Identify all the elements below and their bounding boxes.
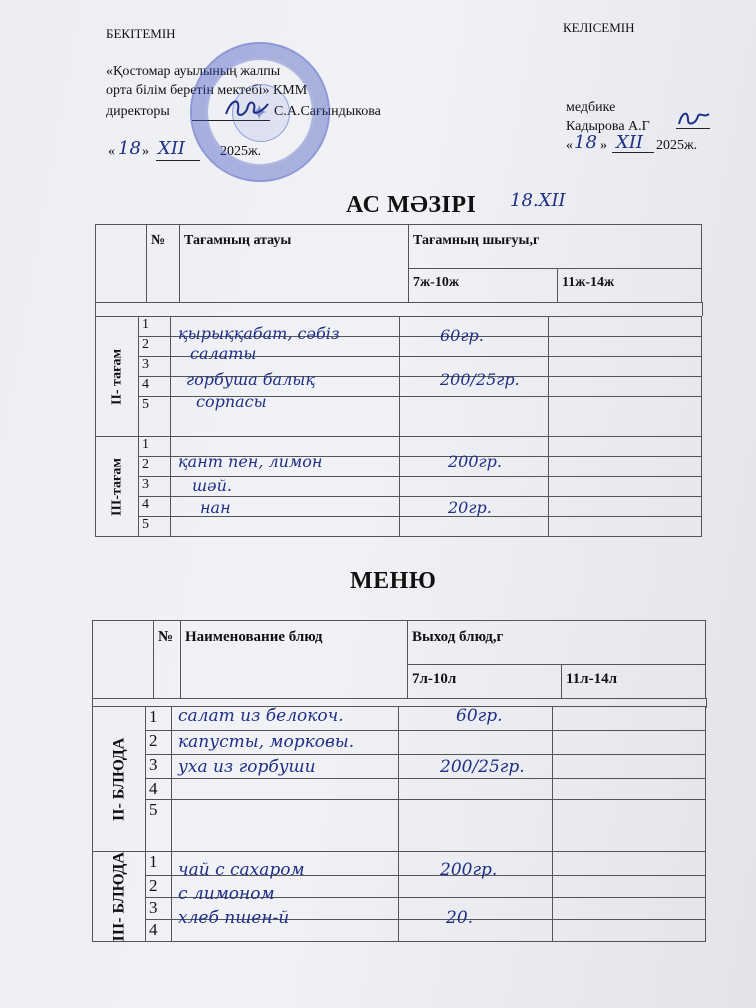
hand-ru-bread: хлеб пшен-й — [178, 908, 290, 928]
hand-ru-dish-2: уха из горбуши — [178, 757, 316, 777]
col-num-ru: № — [154, 621, 181, 699]
row-num: 4 — [139, 497, 171, 517]
section-second-course: II- тағам — [96, 317, 139, 437]
hand-kz-yield-1: 60гр. — [440, 326, 484, 345]
row-num: 2 — [139, 457, 171, 477]
hand-ru-yield-1: 60гр. — [456, 706, 503, 726]
director-signature — [222, 96, 272, 122]
menu-kz-body-table — [95, 316, 702, 537]
row-num: 5 — [146, 800, 172, 852]
col-num: № — [147, 225, 180, 303]
right-date-day: 18 — [574, 132, 597, 153]
left-date-open: « — [108, 144, 115, 159]
nurse-name: Кадырова А.Г — [566, 119, 650, 134]
hand-kz-yield-4: 20гр. — [448, 498, 492, 517]
hand-ru-yield-2: 200/25гр. — [440, 757, 525, 777]
menu-ru-title: МЕНЮ — [350, 568, 437, 594]
row-num: 4 — [139, 377, 171, 397]
school-name-line2: орта білім беретін мектебі» КММ — [106, 83, 308, 98]
left-date-underline — [156, 160, 200, 161]
left-date-close: » — [142, 144, 149, 159]
menu-kz-header-table — [95, 224, 702, 303]
director-name: С.А.Сағындыкова — [274, 104, 381, 119]
row-num: 1 — [139, 317, 171, 337]
col-age-7-10: 7ж-10ж — [409, 269, 558, 303]
official-seal: ✦ — [190, 42, 330, 182]
hand-ru-drink-1b: с лимоном — [178, 884, 275, 904]
row-num: 3 — [139, 357, 171, 377]
row-num: 5 — [139, 397, 171, 437]
col-dish-name-ru: Наименование блюд — [181, 621, 408, 699]
row-num: 4 — [146, 779, 172, 800]
nurse-role: медбике — [566, 100, 616, 115]
col-yield-ru: Выход блюд,г — [408, 621, 706, 665]
hand-ru-yield-4: 20. — [446, 908, 474, 928]
hand-kz-dish-1b: салаты — [190, 344, 257, 363]
row-num: 4 — [146, 920, 172, 942]
right-date-year: 2025ж. — [656, 138, 698, 153]
nurse-signature — [676, 108, 712, 130]
section-second-course-ru: II- БЛЮДА — [93, 707, 146, 852]
document-page: БЕКІТЕМІН КЕЛІСЕМІН «Қостомар ауылының жалпы орта білім беретін мектебі» КММ директоры С.А.Сағындыкова « 18 » XII 2025ж. ✦ медбике Кадырова А.Г « 18 » XII 2025ж. АС МӘЗІРІ 18.XII № Тағамның атауы Тағамның шығуы,г 7ж-10ж 11ж-14ж II- тағам 1 2 3 4 5 III-тағам 1 2 3 4 5 қырыққабат, сәбіз салаты горбуша балық сорпасы 60гр. 200/25гр. қант пен, лимон шәй. нан 200гр. 20гр. МЕНЮ № Наименование блюд Выход блюд,г 7л-10л 11л-14л II- БЛЮДА 1 2 3 4 5 III- БЛЮДА 1 2 3 4 салат из белокоч. капусты, морковы. уха из горбуши 60гр. 200/25гр. чай с сахаром с лимоном хлеб пшен-й 200гр. 20. — [0, 0, 756, 1008]
hand-kz-dish-1: қырыққабат, сәбіз — [178, 324, 340, 343]
left-date-year: 2025ж. — [220, 144, 262, 159]
row-num: 2 — [146, 876, 172, 898]
row-num: 3 — [146, 898, 172, 920]
col-age-7-10-ru: 7л-10л — [408, 665, 562, 699]
menu-kz-title: АС МӘЗІРІ — [346, 192, 477, 218]
row-num: 1 — [146, 852, 172, 876]
right-date-month: XII — [616, 132, 644, 153]
menu-ru-header-table — [92, 620, 706, 699]
row-num: 5 — [139, 517, 171, 537]
left-date-month: XII — [158, 138, 186, 159]
hand-kz-yield-3: 200гр. — [448, 452, 502, 471]
school-name-line1: «Қостомар ауылының жалпы — [106, 64, 281, 79]
col-age-11-14: 11ж-14ж — [558, 269, 702, 303]
col-age-11-14-ru: 11л-14л — [562, 665, 706, 699]
menu-kz-date: 18.XII — [510, 190, 566, 211]
col-yield: Тағамның шығуы,г — [409, 225, 702, 269]
row-num: 3 — [146, 755, 172, 779]
col-dish-name: Тағамның атауы — [180, 225, 409, 303]
approve-label: БЕКІТЕМІН — [106, 26, 176, 41]
row-num: 1 — [139, 437, 171, 457]
hand-kz-drink-1: қант пен, лимон — [178, 452, 323, 471]
hand-ru-dish-1: салат из белокоч. — [178, 706, 344, 726]
hand-kz-dish-2: горбуша балық — [186, 370, 315, 389]
director-label: директоры — [106, 104, 170, 119]
agree-label: КЕЛІСЕМІН — [563, 20, 635, 35]
section-third-course: III-тағам — [96, 437, 139, 537]
hand-kz-yield-2: 200/25гр. — [440, 370, 520, 389]
row-num: 2 — [146, 731, 172, 755]
row-num: 1 — [146, 707, 172, 731]
row-num: 2 — [139, 337, 171, 357]
hand-kz-dish-2b: сорпасы — [196, 392, 267, 411]
hand-ru-drink-1: чай с сахаром — [178, 860, 305, 880]
hand-kz-drink-1b: шәй. — [192, 476, 233, 495]
hand-ru-yield-3: 200гр. — [440, 860, 498, 880]
row-num: 3 — [139, 477, 171, 497]
hand-ru-dish-1b: капусты, морковы. — [178, 732, 355, 752]
hand-kz-bread: нан — [200, 498, 231, 517]
left-date-day: 18 — [118, 138, 141, 159]
section-third-course-ru: III- БЛЮДА — [93, 852, 146, 942]
